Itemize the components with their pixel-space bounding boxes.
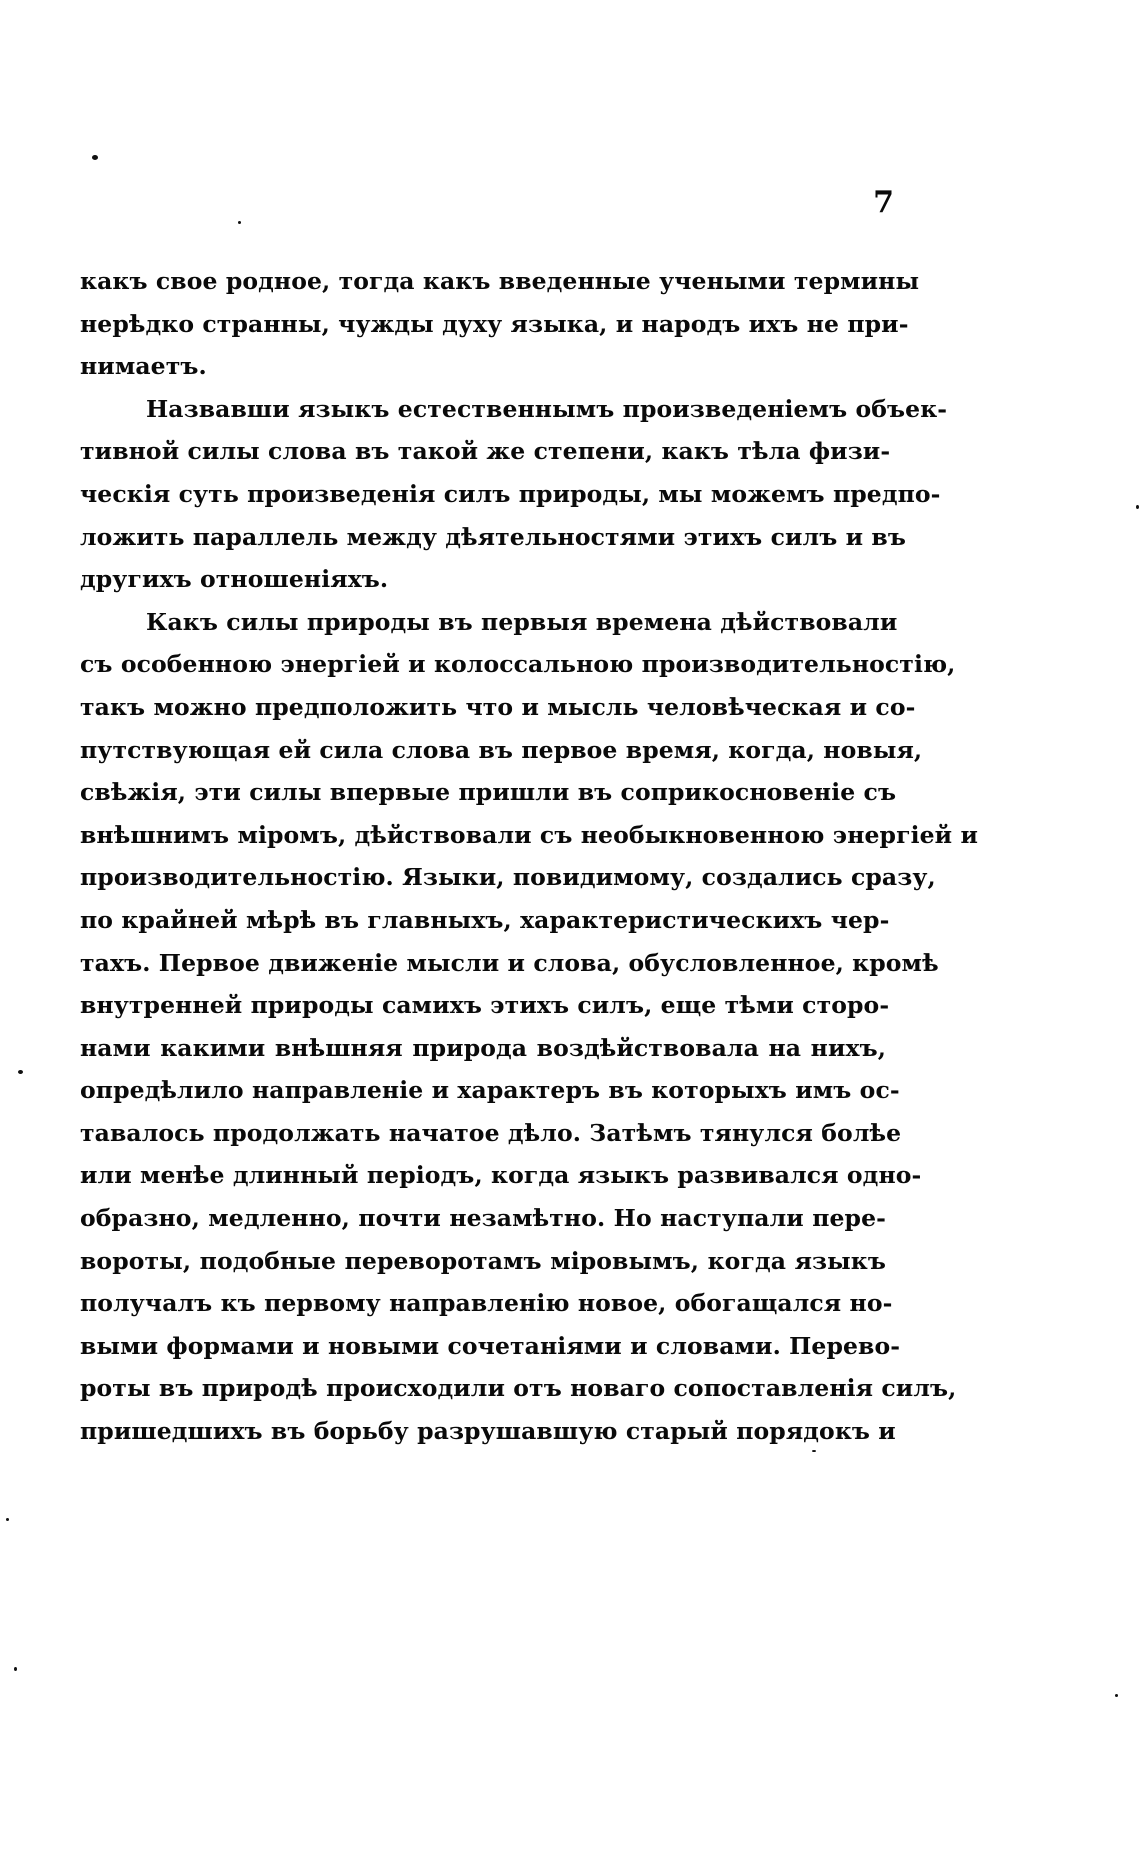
- text-line: какъ свое родное, тогда какъ введенные учеными термины: [80, 267, 920, 295]
- text-line: свѣжія, эти силы впервые пришли въ соприкосновеніе съ: [80, 778, 897, 807]
- text-line: нимаетъ.: [80, 352, 207, 381]
- page-number: 7: [873, 185, 894, 220]
- text-line: вороты, подобные переворотамъ міровымъ, когда языкъ: [80, 1246, 886, 1275]
- text-line: нами какими внѣшняя природа воздѣйствовала на нихъ,: [80, 1033, 886, 1062]
- scan-speck: [14, 1667, 17, 1671]
- text-line: образно, медленно, почти незамѣтно. Но наступали пере-: [80, 1204, 886, 1233]
- text-line: пришедшихъ въ борьбу разрушавшую старый порядокъ и: [80, 1417, 896, 1446]
- text-line: внѣшнимъ міромъ, дѣйствовали съ необыкновенною энергіей и: [80, 820, 978, 849]
- text-line: роты въ природѣ происходили отъ новаго сопоставленія силъ,: [80, 1374, 957, 1403]
- text-line: Какъ силы природы въ первыя времена дѣйствовали: [146, 607, 898, 636]
- paragraph: [80, 601, 978, 1453]
- text-line: опредѣлило направленіе и характеръ въ которыхъ имъ ос-: [80, 1076, 900, 1105]
- scan-speck: [92, 155, 98, 160]
- paragraph: [80, 388, 948, 601]
- text-line: выми формами и новыми сочетаніями и словами. Перево-: [80, 1331, 901, 1360]
- body-text: [80, 260, 978, 1453]
- text-line: нерѣдко странны, чужды духу языка, и народъ ихъ не при-: [80, 309, 909, 338]
- text-line: или менѣе длинный періодъ, когда языкъ развивался одно-: [80, 1161, 922, 1190]
- text-line: тахъ. Первое движеніе мысли и слова, обусловленное, кромѣ: [80, 948, 939, 977]
- text-line: такъ можно предположить что и мысль человѣческая и со-: [80, 692, 916, 721]
- text-line: получалъ къ первому направленію новое, обогащался но-: [80, 1289, 893, 1318]
- scan-speck: [238, 221, 241, 224]
- text-line: ческія суть произведенія силъ природы, мы можемъ предпо-: [80, 479, 941, 508]
- scan-speck: [6, 1518, 9, 1521]
- text-line: тивной силы слова въ такой же степени, какъ тѣла физи-: [80, 437, 891, 466]
- text-line: по крайней мѣрѣ въ главныхъ, характеристическихъ чер-: [80, 905, 890, 934]
- scan-speck: [1115, 1694, 1118, 1697]
- scan-speck: [18, 1070, 23, 1074]
- text-line: ложить параллель между дѣятельностями этихъ силъ и въ: [80, 522, 906, 551]
- text-line: путствующая ей сила слова въ первое время, когда, новыя,: [80, 735, 923, 764]
- paragraph: [80, 260, 920, 388]
- text-line: внутренней природы самихъ этихъ силъ, еще тѣми сторо-: [80, 991, 890, 1020]
- scan-speck: [1136, 505, 1139, 509]
- scan-speck: [812, 1450, 816, 1452]
- text-line: производительностію. Языки, повидимому, создались сразу,: [80, 863, 936, 892]
- text-line: тавалось продолжать начатое дѣло. Затѣмъ тянулся болѣе: [80, 1118, 902, 1147]
- text-line: другихъ отношеніяхъ.: [80, 565, 389, 594]
- text-line: съ особенною энергіей и колоссальною производительностію,: [80, 650, 956, 679]
- text-line: Назвавши языкъ естественнымъ произведеніемъ объек-: [146, 394, 948, 423]
